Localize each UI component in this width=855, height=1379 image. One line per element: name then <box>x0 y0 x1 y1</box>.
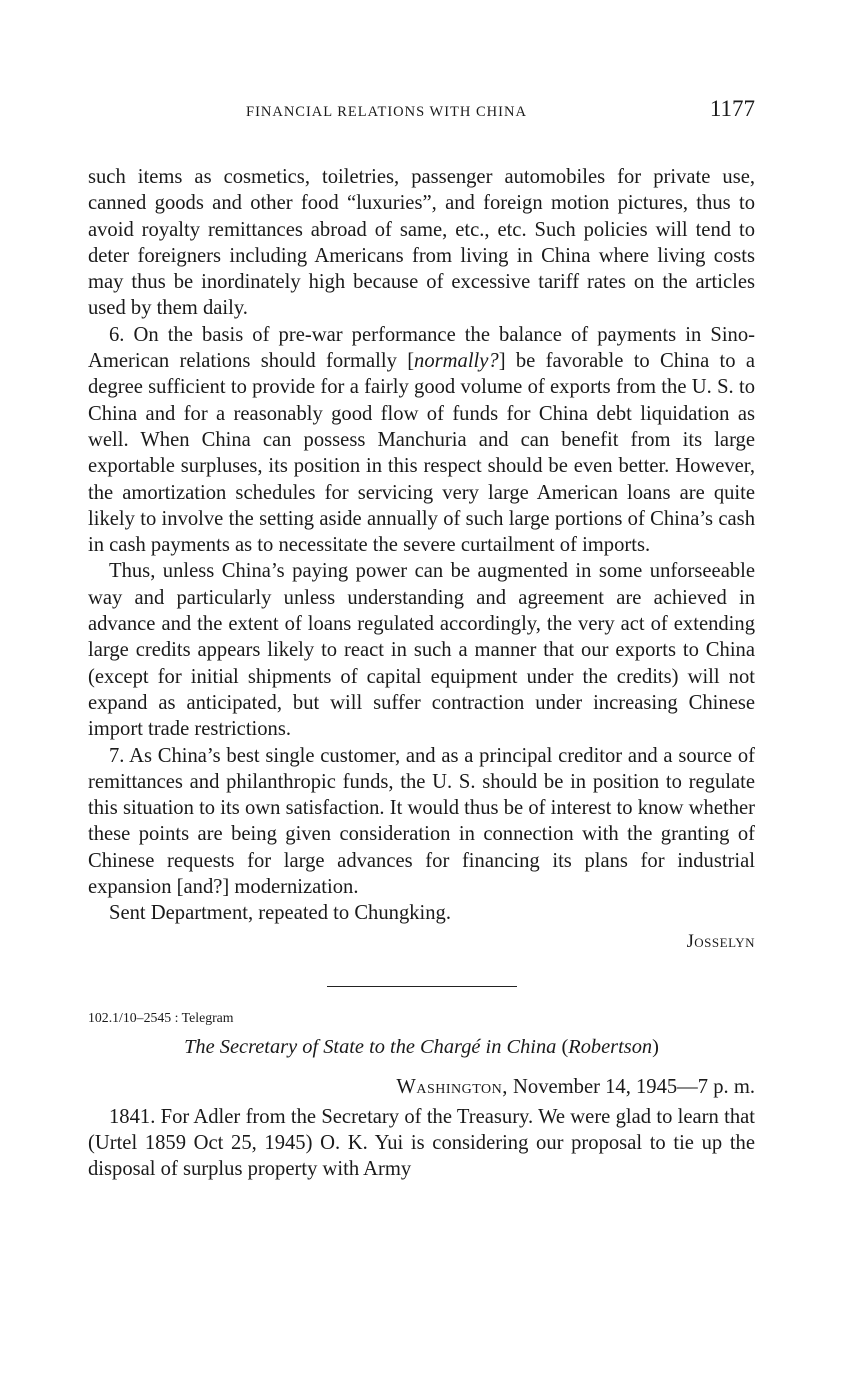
paren-open: ( <box>556 1035 569 1058</box>
bracket-open: [ <box>407 350 415 373</box>
dateline <box>88 1074 755 1100</box>
dateline-date: November 14, 1945—7 p. m. <box>507 1076 755 1099</box>
paragraph-6 <box>88 322 755 559</box>
file-reference: 102.1/10–2545 : Telegram <box>88 1009 234 1025</box>
section-divider <box>327 986 517 987</box>
running-title: FINANCIAL RELATIONS WITH CHINA <box>246 104 527 120</box>
telegram-paragraph: 1841. For Adler from the Secretary of the Treasury. We were glad to learn that (Urtel 1859 Oct 25, 1945) O. K. Yui is considering our proposal to tie up the disposal of surplus property with Army <box>88 1105 755 1181</box>
running-head <box>88 98 755 128</box>
paragraph-continued: such items as cosmetics, toiletries, passenger automobiles for private use, canned goods and other food “luxuries”, and foreign motion pictures, thus to avoid royalty remittances abroad of same, etc., etc. Such policies will tend to deter foreigners including Americans from living in China where living costs may thus be inordinately high because of excessive tariff rates on the articles used by them daily. <box>88 166 755 320</box>
signature: Josselyn <box>686 931 755 952</box>
paragraph-thus: Thus, unless China’s paying power can be augmented in some unforseeable way and particularly unless understanding and agreement are achieved in advance and the extent of loans regulated accordingly, the very act of extending large credits appears likely to react in such a manner that our exports to China (except for initial shipments of capital equipment under the credits) will not expand as anticipated, but will suffer contraction under increasing Chinese import trade restrictions. <box>88 560 755 741</box>
document-title-text: The Secretary of State to the Chargé in China <box>184 1035 557 1058</box>
editorial-insertion: normally? <box>414 350 499 373</box>
bracket-close: ] <box>498 350 506 373</box>
paragraph-6-text-b: be favorable to China to a degree sufficient to provide for a fairly good volume of exports from the U. S. to China and for a reasonably good flow of funds for China debt liquidation as well. When China can possess Manchuria and can benefit from its large exportable surpluses, its position in this respect should be even better. However, the amortization schedules for servicing very large American loans are quite likely to involve the setting aside annually of such large portions of China’s cash in cash payments as to necessitate the severe curtailment of imports. <box>88 350 755 557</box>
document-title <box>88 1034 755 1060</box>
paragraph-7: 7. As China’s best single customer, and as a principal creditor and a source of remittances and philanthropic funds, the U. S. should be in position to regulate this situation to its own satisfaction. It would thus be of interest to know whether these points are being given consideration in connection with the granting of Chinese requests for large advances for financing its plans for industrial expansion [and?] modernization. <box>88 744 755 899</box>
paragraph-sent: Sent Department, repeated to Chungking. <box>109 902 451 925</box>
dateline-place: Washington, <box>396 1076 508 1099</box>
page-number: 1177 <box>709 96 755 121</box>
paren-close: ) <box>652 1035 659 1058</box>
paragraph-6-text-a: 6. On the basis of pre-war performance the balance of payments in Sino-American relations should formally <box>88 323 755 373</box>
page-body <box>88 164 755 1182</box>
addressee-name: Robertson <box>568 1035 653 1058</box>
